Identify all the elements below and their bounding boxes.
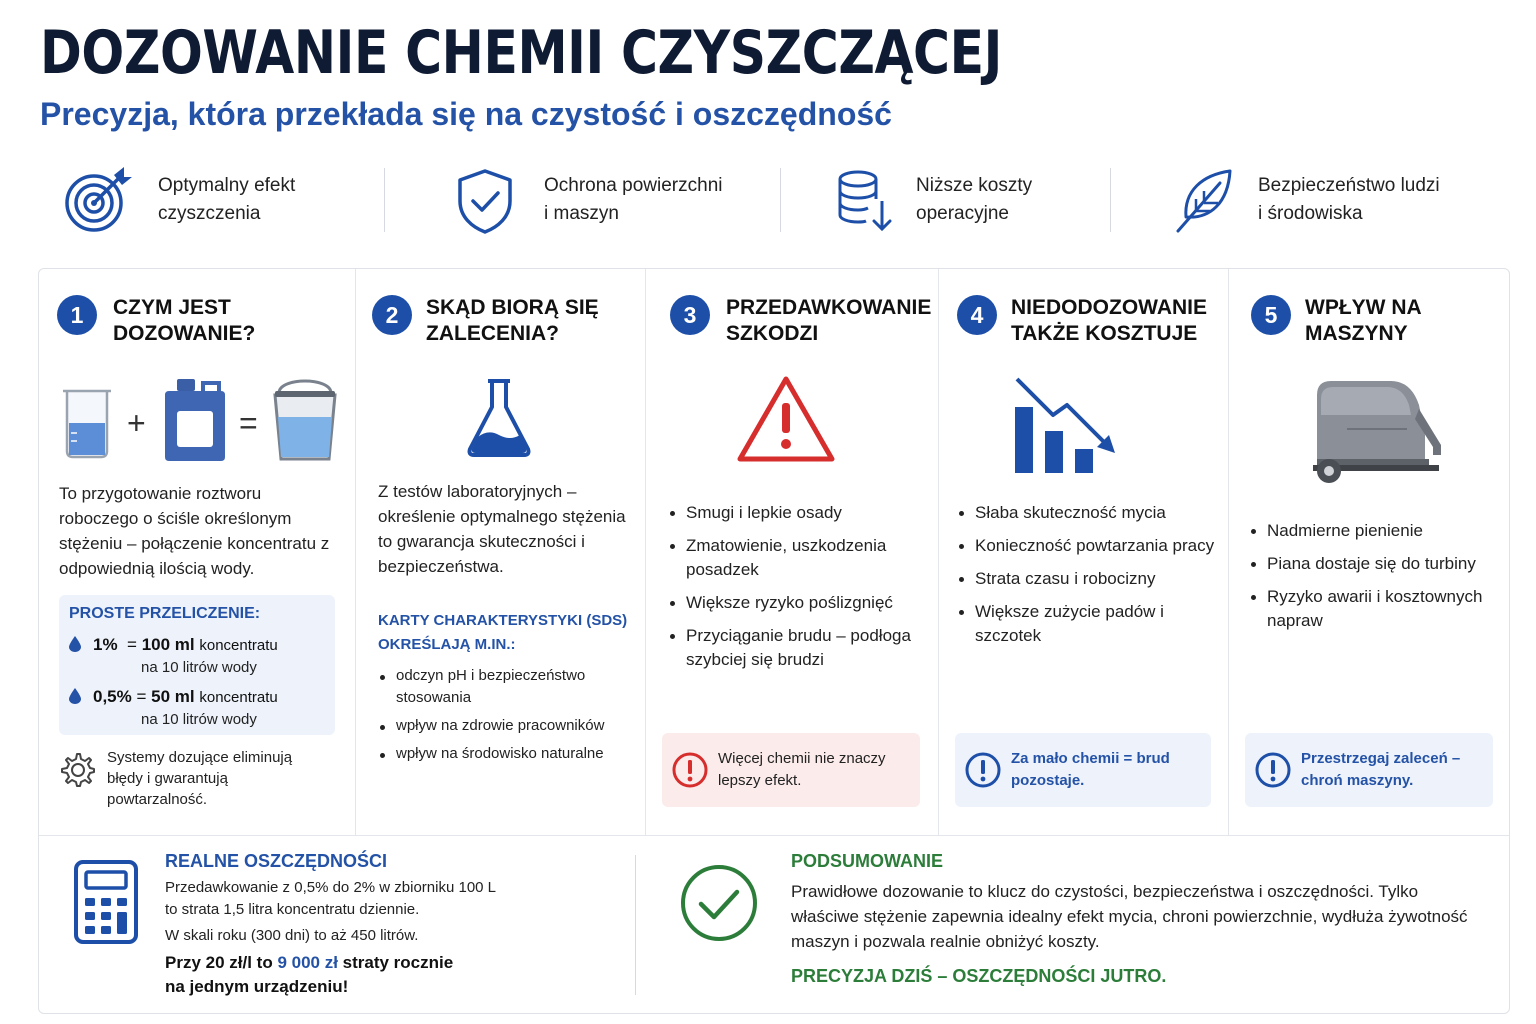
calculation-row [69,635,278,655]
equals: = [136,687,147,706]
benefit-safety [1172,160,1488,240]
savings-line: Przedawkowanie z 0,5% do 2% w zbiorniku 100 L [165,879,497,896]
bucket-icon [273,379,337,463]
underdosing-callout [955,733,1211,807]
step-number-badge: 2 [372,295,412,335]
savings-strong-c: na jednym urządzeniu! [165,977,349,996]
divider [780,168,781,232]
percent-value: 0,5% [93,687,132,706]
list-item: wpływ na środowisko naturalne [378,743,608,765]
equals-sign: = [239,405,258,441]
sds-heading [378,609,638,657]
column-title-line1: SKĄD BIORĄ SIĘ [426,296,599,319]
coins-down-icon [830,165,900,235]
machines-callout [1245,733,1493,807]
divider [384,168,385,232]
benefit-line1: Niższe koszty [916,175,1033,196]
column-dosing [39,269,355,835]
summary-tagline: PRECYZJA DZIŚ – OSZCZĘDNOŚCI JUTRO. [791,966,1167,986]
list-item: Większe ryzyko poślizgnięć [668,591,928,615]
list-item: Smugi i lepkie osady [668,501,928,525]
savings-line: W skali roku (300 dni) to aż 450 litrów. [165,927,419,944]
amount-value: 50 ml [151,687,195,706]
savings-title: REALNE OSZCZĘDNOŚCI [165,851,388,871]
calculation-sub: na 10 litrów wody [141,711,257,728]
list-item: Piana dostaje się do turbiny [1249,552,1499,576]
sds-heading-line2: OKREŚLAJĄ M.IN.: [378,636,516,653]
callout-text: Za mało chemii = brud pozostaje. [1011,750,1170,789]
section-divider [39,835,1509,836]
main-panel [38,268,1510,1014]
divider [1110,168,1111,232]
column-title [1011,295,1207,347]
column-title-line2: ZALECENIA? [426,322,559,345]
overdosing-callout [662,733,920,807]
summary-title: PODSUMOWANIE [791,851,944,871]
step-number-badge: 4 [957,295,997,335]
water-drop-icon [69,688,81,704]
benefit-line1: Ochrona powierzchni [544,175,723,196]
page-title: DOZOWANIE CHEMII CZYSZCZĄCEJ [40,18,1002,88]
canister-icon [163,377,227,463]
beaker-icon [59,387,115,459]
lab-flask-icon [464,377,534,459]
list-item: Nadmierne pienienie [1249,519,1499,543]
step-number-badge: 5 [1251,295,1291,335]
column-title-line2: DOZOWANIE? [113,322,256,345]
alert-circle-icon [1245,751,1301,789]
equals: = [127,635,137,654]
overdosing-list [668,501,928,681]
declining-chart-icon [1013,375,1121,475]
savings-strong-a: Przy 20 zł/l to [165,953,278,972]
savings-line: to strata 1,5 litra koncentratu dziennie. [165,901,420,918]
recommendations-description: Z testów laboratoryjnych – określenie optymalnego stężenia to gwarancja skuteczności i bezpieczeństwa. [378,482,626,576]
column-recommendations [356,269,646,835]
list-item: Ryzyko awarii i kosztownych napraw [1249,585,1499,633]
list-item: Przyciąganie brudu – podłoga szybciej się brudzi [668,624,928,672]
callout-text: Więcej chemii nie znaczy lepszy efekt. [718,750,886,789]
plus-sign: + [127,405,146,441]
benefit-line2: czyszczenia [158,203,261,224]
benefit-line1: Bezpieczeństwo ludzi [1258,175,1440,196]
sds-heading-line1: KARTY CHARAKTERYSTYKI (SDS) [378,612,628,629]
shield-check-icon [450,165,520,235]
calculator-icon [73,859,139,945]
list-item: Słaba skuteczność mycia [957,501,1217,525]
dosing-equation [59,377,339,465]
list-item: Strata czasu i robocizny [957,567,1217,591]
gear-icon [59,751,95,787]
column-machines [1229,269,1509,835]
summary-text: Prawidłowe dozowanie to klucz do czystości, bezpieczeństwa i oszczędności. Tylko właściwe stężenie zapewnia idealny efekt mycia, chroni powierzchnie, wydłuża żywotność maszyn i pozwala realnie obniżyć koszty. [791,882,1468,951]
calculation-row [69,687,278,707]
column-title [726,295,931,347]
calculation-heading: PROSTE PRZELICZENIE: [69,605,261,622]
dosing-description: To przygotowanie roztworu roboczego o ściśle określonym stężeniu – połączenie koncentratu z odpowiednią ilością wody. [59,484,330,578]
column-title-line2: TAKŻE KOSZTUJE [1011,322,1198,345]
leaf-icon [1172,165,1242,235]
machines-list [1249,519,1499,642]
calculation-box [59,595,335,735]
benefit-optimal-effect [62,160,388,240]
benefit-line2: i środowiska [1258,203,1363,224]
bottom-divider [635,855,636,995]
column-title-line1: NIEDODOZOWANIE [1011,296,1208,319]
calculation-sub: na 10 litrów wody [141,659,257,676]
alert-circle-icon [955,751,1011,789]
benefits-row [40,160,1510,240]
list-item: odczyn pH i bezpieczeństwo stosowania [378,665,608,709]
amount-unit-word: koncentratu [199,689,278,706]
warning-icon [734,373,838,467]
list-item: wpływ na zdrowie pracowników [378,715,608,737]
step-number-badge: 1 [57,295,97,335]
amount-value: 100 ml [141,635,195,654]
page-subtitle: Precyzja, która przekłada się na czystość i oszczędność [40,96,892,132]
column-underdosing [939,269,1229,835]
check-circle-icon [679,863,759,943]
underdosing-list [957,501,1217,657]
benefit-line2: i maszyn [544,203,619,224]
target-icon [62,165,132,235]
step-number-badge: 3 [670,295,710,335]
column-title-line1: PRZEDAWKOWANIE [726,296,932,319]
percent-value: 1% [93,635,118,654]
scrubber-machine-icon [1307,375,1447,487]
list-item: Większe zużycie padów i szczotek [957,600,1217,648]
benefit-costs [830,160,1146,240]
list-item: Konieczność powtarzania pracy [957,534,1217,558]
column-title [1305,295,1422,347]
sds-list [378,665,608,771]
water-drop-icon [69,636,81,652]
benefit-protection [450,160,774,240]
column-title [426,295,599,347]
savings-amount: 9 000 zł [277,953,338,972]
column-title [113,295,255,347]
alert-circle-icon [662,751,718,789]
list-item: Zmatowienie, uszkodzenia posadzek [668,534,928,582]
column-title-line2: SZKODZI [726,322,819,345]
column-title-line2: MASZYNY [1305,322,1408,345]
benefit-line2: operacyjne [916,203,1009,224]
benefit-line1: Optymalny efekt [158,175,296,196]
column-overdosing [646,269,938,835]
column-title-line1: CZYM JEST [113,296,231,319]
savings-highlight [165,951,453,999]
column-title-line1: WPŁYW NA [1305,296,1422,319]
callout-text: Przestrzegaj zaleceń – chroń maszyny. [1301,750,1461,789]
amount-unit-word: koncentratu [199,637,278,654]
dosing-systems-note: Systemy dozujące eliminują błędy i gwarantują powtarzalność. [107,749,293,808]
savings-strong-b: straty rocznie [337,953,454,972]
